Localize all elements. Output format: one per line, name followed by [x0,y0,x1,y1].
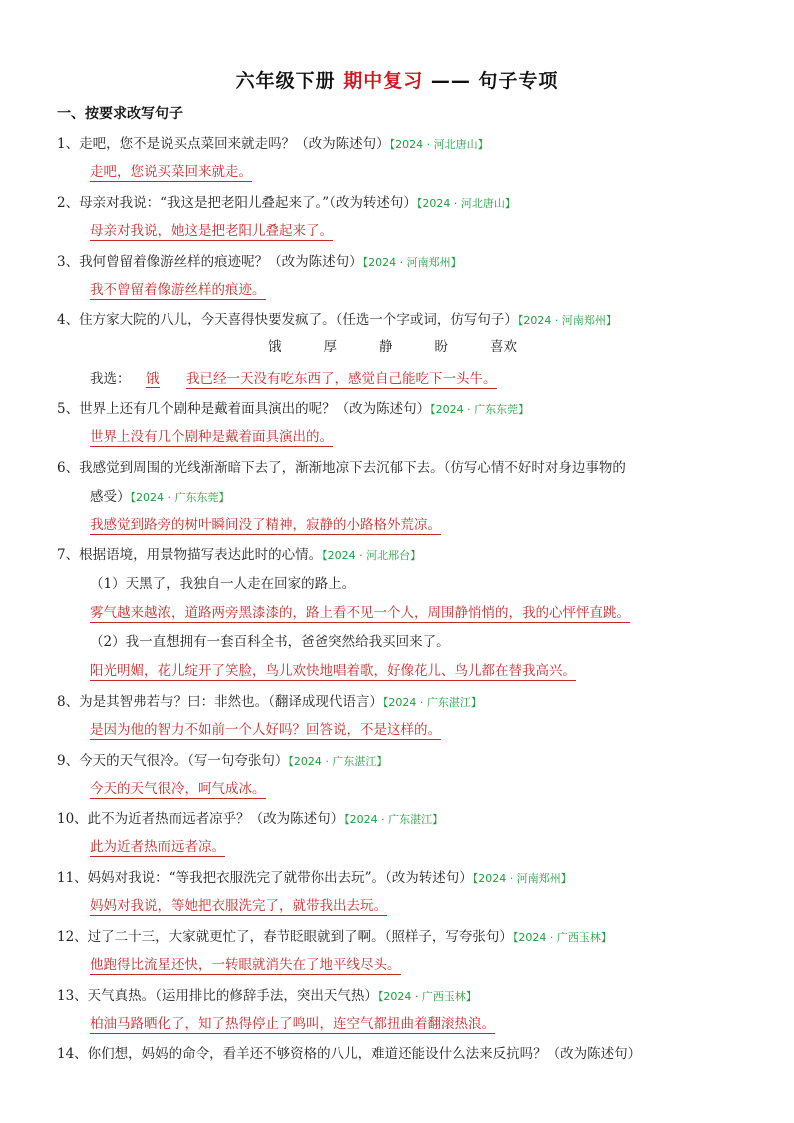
question-14: 14、你们想，妈妈的命令，看羊还不够资格的八儿，难道还能设什么法来反抗吗？（改为陈述句） [57,1046,642,1062]
answer-8: 是因为他的智力不如前一个人好吗？回答说，不是这样的。 [90,718,441,740]
question-3: 3、我何曾留着像游丝样的痕迹呢？（改为陈述句）【2024 · 河南郑州】 [57,254,462,270]
source-tag: 【2024 · 河南郑州】 [362,256,462,269]
answer-9: 今天的天气很冷，呵气成冰。 [90,777,266,799]
source-tag: 【2024 · 河北唐山】 [389,138,489,151]
source-tag: 【2024 · 广东湛江】 [288,755,388,768]
source-tag: 【2024 · 广东东莞】 [430,403,530,416]
word-choices [268,335,559,355]
choice-word: 盼 [434,339,448,355]
answer-6: 我感觉到路旁的树叶瞬间没了精神，寂静的小路格外荒凉。 [90,513,441,535]
answer-4: 我已经一天没有吃东西了，感觉自己能吃下一头牛。 [186,367,497,389]
answer-12: 他跑得比流星还快，一转眼就消失在了地平线尽头。 [90,953,401,975]
question-2: 2、母亲对我说：“我这是把老阳儿叠起来了。”（改为转述句）【2024 · 河北唐山】 [57,195,516,211]
answer-13: 柏油马路晒化了，知了热得停止了鸣叫，连空气都扭曲着翻滚热浪。 [90,1012,495,1034]
source-tag: 【2024 · 广东湛江】 [382,696,482,709]
source-tag: 【2024 · 河南郑州】 [472,872,572,885]
source-tag: 【2024 · 广东东莞】 [130,491,230,504]
chosen-word: 饿 [146,367,160,388]
question-4: 4、住方家大院的八儿，今天喜得快要发疯了。（任选一个字或词，仿写句子）【2024 · 河南郑州】 [57,312,617,328]
question-13: 13、天气真热。（运用排比的修辞手法，突出天气热）【2024 · 广西玉林】 [57,988,477,1004]
question-7: 7、根据语境，用景物描写表达此时的心情。【2024 · 河北邢台】 [57,547,422,563]
answer-11: 妈妈对我说，等她把衣服洗完了，就带我出去玩。 [90,894,387,916]
answer-2: 母亲对我说，她这是把老阳儿叠起来了。 [90,219,333,241]
source-tag: 【2024 · 广西玉林】 [512,931,612,944]
source-tag: 【2024 · 广西玉林】 [377,990,477,1003]
answer-5: 世界上没有几个剧种是戴着面具演出的。 [90,425,333,447]
section-heading: 一、按要求改写句子 [57,106,183,122]
question-7-sub2: （2）我一直想拥有一套百科全书，爸爸突然给我买回来了。 [90,634,450,650]
question-9: 9、今天的天气很冷。（写一句夸张句）【2024 · 广东湛江】 [57,753,388,769]
choice-word: 饿 [268,339,282,355]
question-7-sub1: （1）天黑了，我独自一人走在回家的路上。 [90,576,356,592]
choice-word: 喜欢 [490,339,517,355]
answer-10: 此为近者热而远者凉。 [90,835,225,857]
answer-7-1: 雾气越来越浓，道路两旁黑漆漆的，路上看不见一个人，周围静悄悄的，我的心怦怦直跳。 [90,601,630,623]
answer-1: 走吧，您说买菜回来就走。 [90,160,252,182]
question-6: 6、我感觉到周围的光线渐渐暗下去了，渐渐地凉下去沉郁下去。（仿写心情不好时对身边事物的 [57,460,626,476]
source-tag: 【2024 · 河北邢台】 [322,549,422,562]
page-title [0,66,794,93]
question-6-cont: 感受）【2024 · 广东东莞】 [90,489,230,505]
question-10: 10、此不为近者热而远者凉乎？（改为陈述句）【2024 · 广东湛江】 [57,811,444,827]
source-tag: 【2024 · 河北唐山】 [416,197,516,210]
choice-word: 厚 [323,339,337,355]
source-tag: 【2024 · 河南郑州】 [517,314,617,327]
title-topic: —— 句子专项 [423,70,559,92]
answer-7-2: 阳光明媚，花儿绽开了笑脸，鸟儿欢快地唱着歌，好像花儿、鸟儿都在替我高兴。 [90,659,576,681]
source-tag: 【2024 · 广东湛江】 [344,813,444,826]
question-12: 12、过了二十三，大家就更忙了，春节眨眼就到了啊。（照样子，写夸张句）【2024 · 广西玉林】 [57,929,612,945]
answer-3: 我不曾留着像游丝样的痕迹。 [90,278,266,300]
question-11: 11、妈妈对我说：“等我把衣服洗完了就带你出去玩”。（改为转述句）【2024 · 河南郑州】 [57,870,572,886]
title-grade: 六年级下册 [235,70,344,92]
title-highlight: 期中复习 [343,70,424,92]
question-1: 1、走吧，您不是说买点菜回来就走吗？（改为陈述句）【2024 · 河北唐山】 [57,136,489,152]
question-5: 5、世界上还有几个剧种是戴着面具演出的呢？（改为陈述句）【2024 · 广东东莞】 [57,401,530,417]
choice-word: 静 [379,339,393,355]
question-8: 8、为是其智弗若与？曰：非然也。（翻译成现代语言）【2024 · 广东湛江】 [57,694,482,710]
choose-label: 我选： [90,371,131,387]
